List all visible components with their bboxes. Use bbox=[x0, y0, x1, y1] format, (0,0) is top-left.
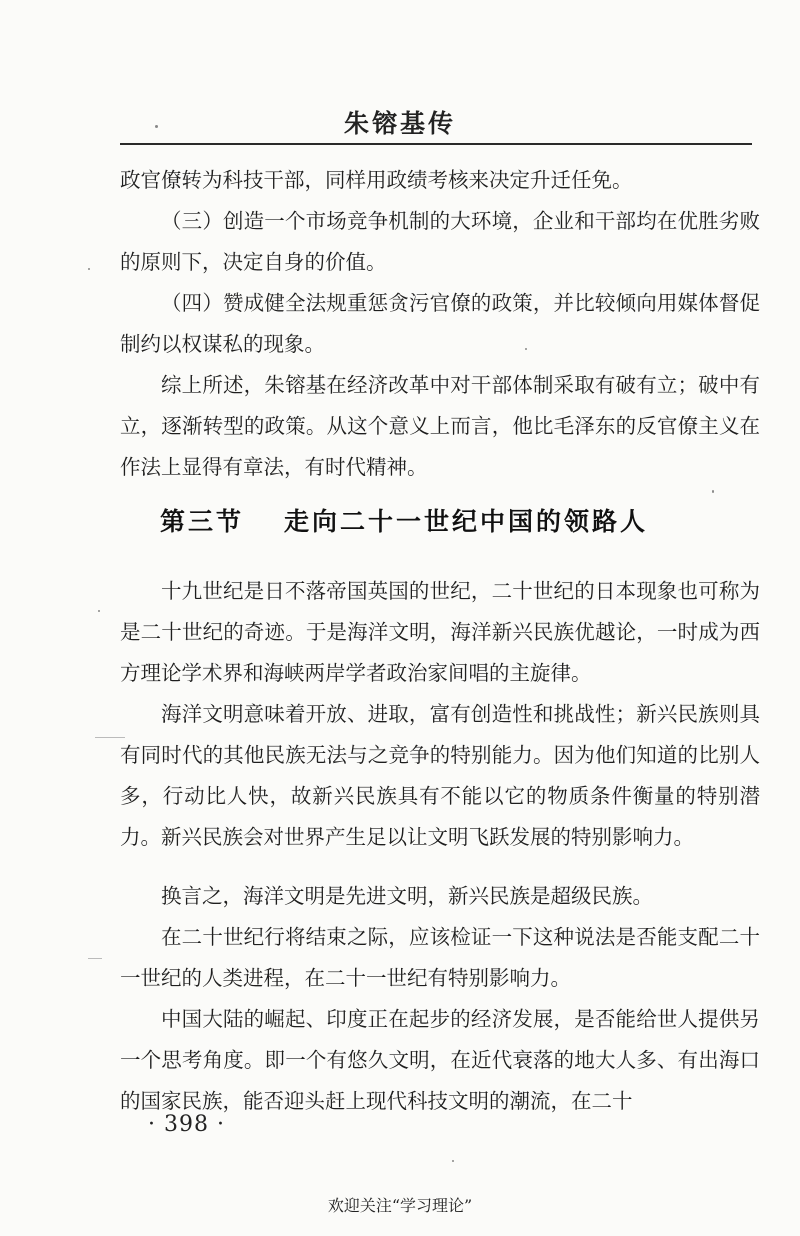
header-rule bbox=[120, 143, 752, 145]
scan-speck bbox=[452, 1160, 454, 1162]
footer-note: 欢迎关注“学习理论” bbox=[327, 1196, 473, 1215]
section-paragraph-3: 换言之，海洋文明是先进文明，新兴民族是超级民族。 bbox=[161, 884, 653, 908]
scan-speck bbox=[712, 490, 714, 493]
scan-mark bbox=[95, 737, 125, 738]
page-number: · 398 · bbox=[148, 1112, 225, 1137]
section-paragraph-5: 中国大陆的崛起、印度正在起步的经济发展，是否能给世人提供另一个思考角度。即一个有悠久文明，在近代衰落的地大人多、有出海口的国家民族，能否迎头赶上现代科技文明的潮流，在二十 bbox=[120, 1007, 760, 1113]
section-title: 走向二十一世纪中国的领路人 bbox=[284, 507, 649, 536]
paragraph-1: 政官僚转为科技干部，同样用政绩考核来决定升迁任免。 bbox=[120, 168, 633, 192]
scan-speck bbox=[88, 268, 90, 270]
scan-mark bbox=[88, 958, 102, 959]
paragraph-4: 综上所述，朱镕基在经济改革中对干部体制采取有破有立；破中有立，逐渐转型的政策。从这个意义上而言，他比毛泽东的反官僚主义在作法上显得有章法，有时代精神。 bbox=[120, 373, 760, 479]
scan-speck bbox=[155, 125, 158, 128]
paragraph-3: （四）赞成健全法规重惩贪污官僚的政策，并比较倾向用媒体督促制约以权谋私的现象。 bbox=[120, 291, 760, 356]
section-heading bbox=[160, 502, 760, 538]
section-paragraph-4: 在二十世纪行将结束之际，应该检证一下这种说法是否能支配二十一世纪的人类进程，在二十一世纪有特别影响力。 bbox=[120, 925, 760, 990]
running-head-title: 朱镕基传 bbox=[343, 109, 456, 138]
paragraph-2: （三）创造一个市场竞争机制的大环境，企业和干部均在优胜劣败的原则下，决定自身的价值。 bbox=[120, 209, 760, 274]
scan-speck bbox=[525, 348, 527, 350]
section-number: 第三节 bbox=[160, 507, 245, 536]
section-paragraph-1: 十九世纪是日不落帝国英国的世纪，二十世纪的日本现象也可称为是二十世纪的奇迹。于是海洋文明，海洋新兴民族优越论，一时成为西方理论学术界和海峡两岸学者政治家间唱的主旋律。 bbox=[120, 579, 760, 685]
section-paragraph-2: 海洋文明意味着开放、进取，富有创造性和挑战性；新兴民族则具有同时代的其他民族无法与之竞争的特别能力。因为他们知道的比别人多，行动比人快，故新兴民族具有不能以它的物质条件衡量的特别潜力。新兴民族会对世界产生足以让文明飞跃发展的特别影响力。 bbox=[120, 702, 760, 849]
scan-speck bbox=[98, 610, 100, 612]
